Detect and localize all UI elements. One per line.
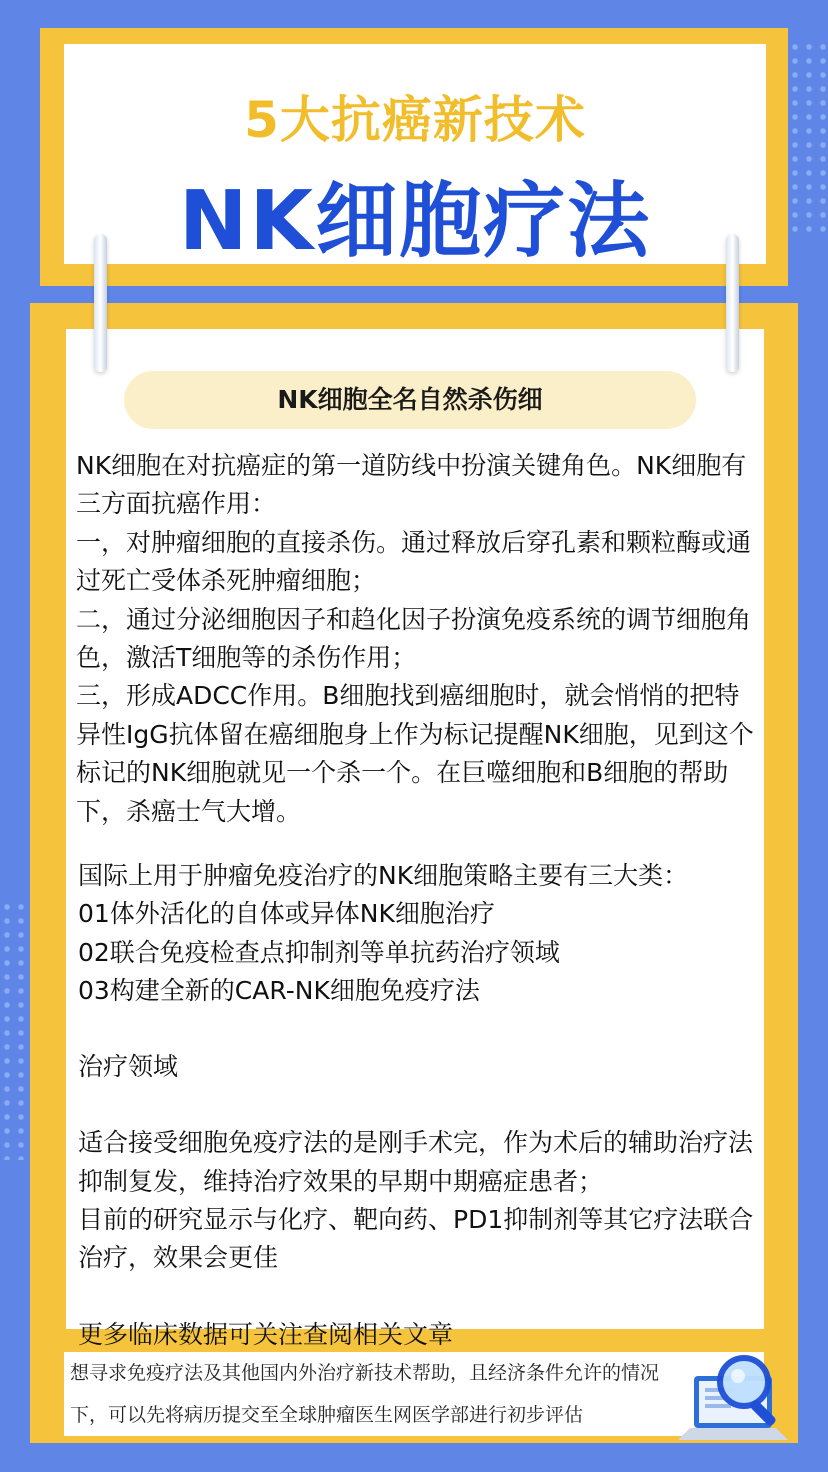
- field-text: 适合接受细胞免疫疗法的是刚手术完，作为术后的辅助治疗法抑制复发，维持治疗效果的早期中期癌症患者；: [78, 1128, 754, 1196]
- strategy-intro: 国际上用于肿瘤免疫治疗的NK细胞策略主要有三大类：: [78, 861, 689, 890]
- decorative-dots-right: [788, 40, 828, 240]
- footer-note: [64, 1352, 764, 1436]
- field-heading: 治疗领域: [78, 1052, 179, 1082]
- field-text: 目前的研究显示与化疗、靶向药、PD1抑制剂等其它疗法联合治疗，效果会更佳: [78, 1205, 754, 1273]
- more-data-text: 更多临床数据可关注查阅相关文章: [78, 1319, 454, 1349]
- pin-left-icon: [94, 234, 107, 372]
- blank-line: [78, 1278, 758, 1316]
- strategy-item: 02联合免疫检查点抑制剂等单抗药治疗领域: [78, 937, 560, 967]
- blank-line: [78, 1010, 758, 1048]
- content-card-inner: [66, 329, 764, 1349]
- intro-paragraphs: [76, 447, 756, 831]
- paragraph: 二，通过分泌细胞因子和趋化因子扮演免疫系统的调节细胞角色，激活T细胞等的杀伤作用；: [76, 604, 752, 673]
- footer-line: 想寻求免疫疗法及其他国内外治疗新技术帮助，且经济条件允许的情况: [70, 1362, 660, 1384]
- header-card-inner: [64, 44, 766, 269]
- header-title: NK细胞疗法: [178, 174, 652, 269]
- strategy-item: 01体外活化的自体或异体NK细胞治疗: [78, 899, 495, 929]
- paragraph: 三，形成ADCC作用。B细胞找到癌细胞时，就会悄悄的把特异性IgG抗体留在癌细胞身上作为标记提醒NK细胞，见到这个标记的NK细胞就见一个杀一个。在巨噬细胞和B细胞的帮助下，杀癌士气大增。: [76, 681, 754, 826]
- pin-right-icon: [726, 234, 739, 372]
- blank-line: [78, 1086, 758, 1124]
- strategy-section: [78, 857, 758, 1354]
- footer-line: 下，可以先将病历提交至全球肿瘤医生网医学部进行初步评估: [70, 1404, 584, 1426]
- header-card: [40, 28, 788, 286]
- paragraph: NK细胞在对抗癌症的第一道防线中扮演关键角色。NK细胞有三方面抗癌作用：: [76, 451, 747, 519]
- content-card: [30, 303, 798, 1443]
- header-subtitle: 5大抗癌新技术: [244, 91, 586, 149]
- strategy-item: 03构建全新的CAR-NK细胞免疫疗法: [78, 975, 480, 1005]
- laptop-magnifier-icon: [676, 1346, 796, 1442]
- paragraph: 一，对肿瘤细胞的直接杀伤。通过释放后穿孔素和颗粒酶或通过死亡受体杀死肿瘤细胞；: [76, 527, 752, 596]
- section-pill-title: NK细胞全名自然杀伤细: [124, 371, 696, 429]
